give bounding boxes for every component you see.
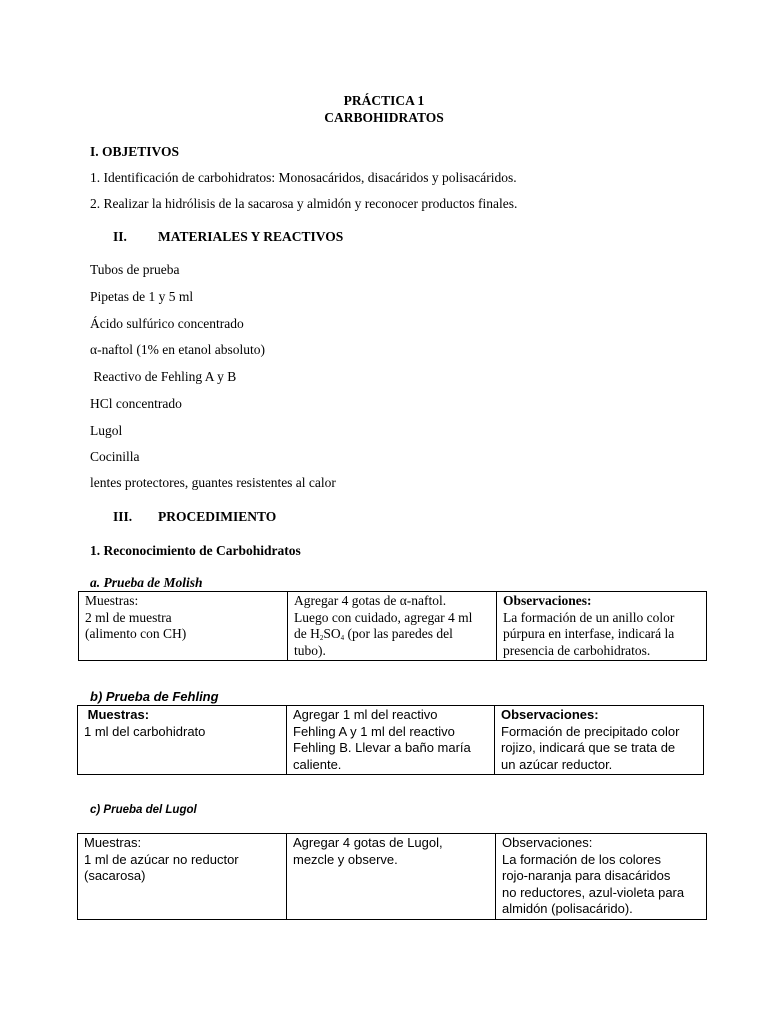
molish-procedure-cell bbox=[288, 592, 497, 661]
fehling-observations-cell bbox=[495, 706, 704, 775]
cell-line: púrpura en interfase, indicará la bbox=[503, 626, 675, 641]
cell-line: mezcle y observe. bbox=[293, 851, 398, 867]
material-item: Cocinilla bbox=[90, 449, 140, 464]
material-item: lentes protectores, guantes resistentes al calor bbox=[90, 475, 336, 490]
material-item: α-naftol (1% en etanol absoluto) bbox=[90, 342, 266, 357]
cell-line: Agregar 4 gotas de Lugol, bbox=[293, 835, 443, 850]
document-title: PRÁCTICA 1 bbox=[343, 93, 425, 108]
cell-line: almidón (polisacárido). bbox=[502, 901, 633, 916]
cell-line: Formación de precipitado color bbox=[501, 723, 680, 739]
samples-label: Muestras: bbox=[84, 707, 150, 722]
cell-line: Muestras: bbox=[85, 593, 139, 608]
material-item: Tubos de prueba bbox=[90, 262, 180, 277]
cell-line: La formación de los colores bbox=[502, 851, 661, 867]
lugol-procedure-cell bbox=[287, 834, 496, 920]
table-row bbox=[78, 834, 707, 920]
lugol-test-title: c) Prueba del Lugol bbox=[90, 804, 197, 816]
cell-line: rojizo, indicará que se trata de bbox=[501, 740, 676, 755]
lugol-samples-cell bbox=[78, 834, 287, 920]
cell-line: (sacarosa) bbox=[84, 868, 146, 883]
cell-line-formula bbox=[294, 626, 490, 643]
cell-line: no reductores, azul-violeta para bbox=[502, 884, 685, 900]
cell-line: Agregar 4 gotas de α-naftol. bbox=[294, 593, 447, 608]
cell-line: un azúcar reductor. bbox=[501, 756, 613, 772]
fehling-procedure-cell bbox=[287, 706, 495, 775]
table-row bbox=[79, 592, 707, 661]
material-item: Pipetas de 1 y 5 ml bbox=[90, 289, 194, 304]
cell-line: 2 ml de muestra bbox=[85, 609, 172, 625]
material-item: Reactivo de Fehling A y B bbox=[90, 369, 237, 384]
materials-number: II. bbox=[113, 229, 127, 244]
molish-observations-cell bbox=[497, 592, 707, 661]
material-item: Lugol bbox=[90, 423, 123, 438]
formula-text: de H bbox=[294, 626, 320, 641]
objective-item: 1. Identificación de carbohidratos: Monosacáridos, disacáridos y polisacáridos. bbox=[90, 170, 517, 185]
cell-line: Muestras: bbox=[84, 835, 142, 850]
material-item: HCl concentrado bbox=[90, 396, 182, 411]
cell-line: 1 ml del carbohidrato bbox=[84, 723, 206, 739]
table-row bbox=[78, 706, 704, 775]
fehling-table bbox=[77, 705, 704, 775]
material-item: Ácido sulfúrico concentrado bbox=[90, 316, 244, 331]
cell-line: 1 ml de azúcar no reductor bbox=[84, 851, 239, 867]
procedure-subheading: 1. Reconocimiento de Carbohidratos bbox=[90, 543, 301, 558]
cell-line: Agregar 1 ml del reactivo bbox=[293, 707, 438, 722]
formula-subscript: 2 bbox=[319, 634, 324, 642]
formula-text: (por las paredes del bbox=[344, 626, 453, 641]
observations-label: Observaciones: bbox=[501, 707, 599, 722]
objective-item: 2. Realizar la hidrólisis de la sacarosa y almidón y reconocer productos finales. bbox=[90, 196, 518, 211]
molish-table bbox=[78, 591, 707, 661]
cell-line: Luego con cuidado, agregar 4 ml bbox=[294, 609, 473, 625]
objectives-heading: I. OBJETIVOS bbox=[90, 144, 180, 159]
molish-samples-cell bbox=[79, 592, 288, 661]
materials-heading: MATERIALES Y REACTIVOS bbox=[158, 229, 344, 244]
cell-line: Fehling A y 1 ml del reactivo bbox=[293, 723, 455, 739]
molish-test-title: a. Prueba de Molish bbox=[90, 575, 203, 590]
cell-line: (alimento con CH) bbox=[85, 626, 187, 641]
cell-line: presencia de carbohidratos. bbox=[503, 642, 651, 658]
formula-text: SO bbox=[323, 626, 341, 641]
cell-line: Fehling B. Llevar a baño maría bbox=[293, 740, 471, 755]
cell-line: rojo-naranja para disacáridos bbox=[502, 868, 671, 883]
cell-line: tubo). bbox=[294, 642, 326, 658]
lugol-observations-cell bbox=[496, 834, 707, 920]
fehling-test-title: b) Prueba de Fehling bbox=[90, 689, 219, 704]
procedure-heading: PROCEDIMIENTO bbox=[158, 509, 277, 524]
cell-line: La formación de un anillo color bbox=[503, 609, 675, 625]
observations-label: Observaciones: bbox=[503, 593, 592, 608]
formula-subscript: 4 bbox=[340, 634, 345, 642]
fehling-samples-cell bbox=[78, 706, 287, 775]
cell-line: Observaciones: bbox=[502, 835, 593, 850]
cell-line: caliente. bbox=[293, 756, 342, 772]
document-subtitle: CARBOHIDRATOS bbox=[324, 110, 444, 125]
procedure-number: III. bbox=[113, 509, 133, 524]
lugol-table bbox=[77, 833, 707, 920]
